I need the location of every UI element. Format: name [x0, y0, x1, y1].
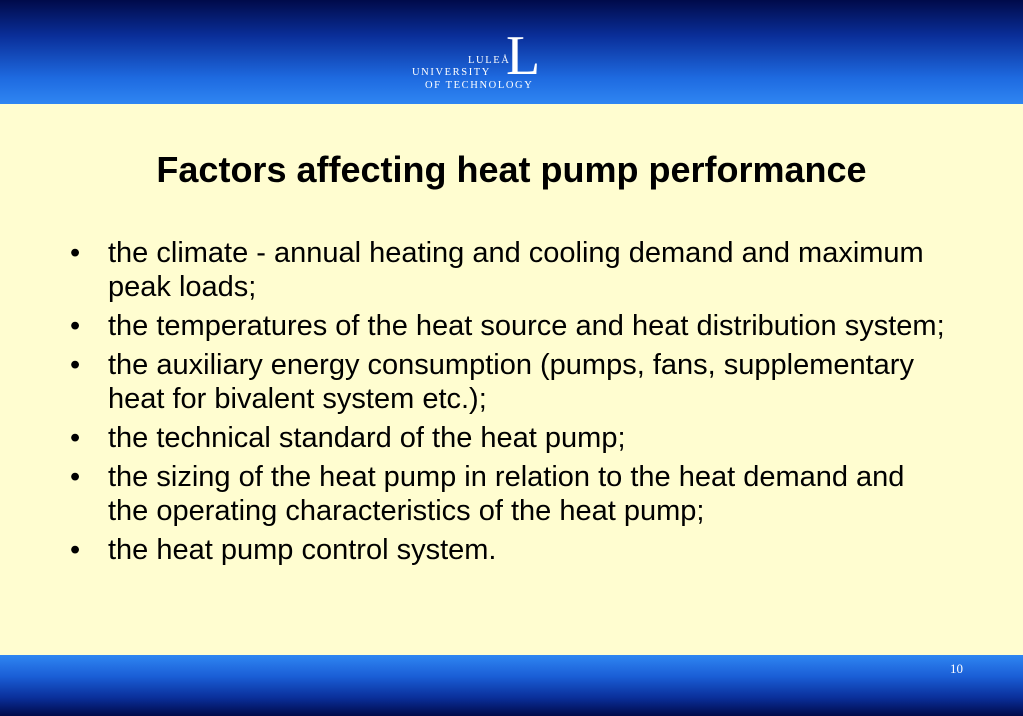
- university-logo: [412, 25, 552, 94]
- bullet-text: the technical standard of the heat pump;: [108, 422, 626, 454]
- slide-title: Factors affecting heat pump performance: [156, 149, 867, 190]
- bullet-text: the climate - annual heating and cooling demand and maximum peak loads;: [108, 237, 924, 303]
- bullet-item: [70, 533, 950, 567]
- page-number: 10: [950, 661, 963, 676]
- footer-band: [0, 655, 1023, 716]
- logo-text-line1: LULEÅ: [468, 55, 511, 66]
- bullet-icon: •: [70, 461, 81, 493]
- bullet-item: [70, 421, 950, 455]
- bullet-item: [70, 236, 950, 304]
- bullet-icon: •: [70, 534, 81, 566]
- bullet-list: [70, 236, 950, 572]
- logo-text-line2: UNIVERSITY: [412, 67, 491, 78]
- bullet-icon: •: [70, 237, 81, 269]
- bullet-item: [70, 309, 950, 343]
- bullet-text: the temperatures of the heat source and heat distribution system;: [108, 310, 945, 342]
- bullet-text: the auxiliary energy consumption (pumps, fans, supplementary heat for bivalent system etc.);: [108, 349, 914, 415]
- bullet-item: [70, 460, 950, 528]
- bullet-item: [70, 348, 950, 416]
- bullet-icon: •: [70, 422, 81, 454]
- bullet-icon: •: [70, 310, 81, 342]
- bullet-icon: •: [70, 349, 81, 381]
- bullet-text: the heat pump control system.: [108, 534, 497, 566]
- logo-text-line3: OF TECHNOLOGY: [425, 80, 534, 91]
- bullet-text: the sizing of the heat pump in relation to the heat demand and the operating characteristics of the heat pump;: [108, 461, 905, 527]
- logo-mark: L: [506, 25, 541, 87]
